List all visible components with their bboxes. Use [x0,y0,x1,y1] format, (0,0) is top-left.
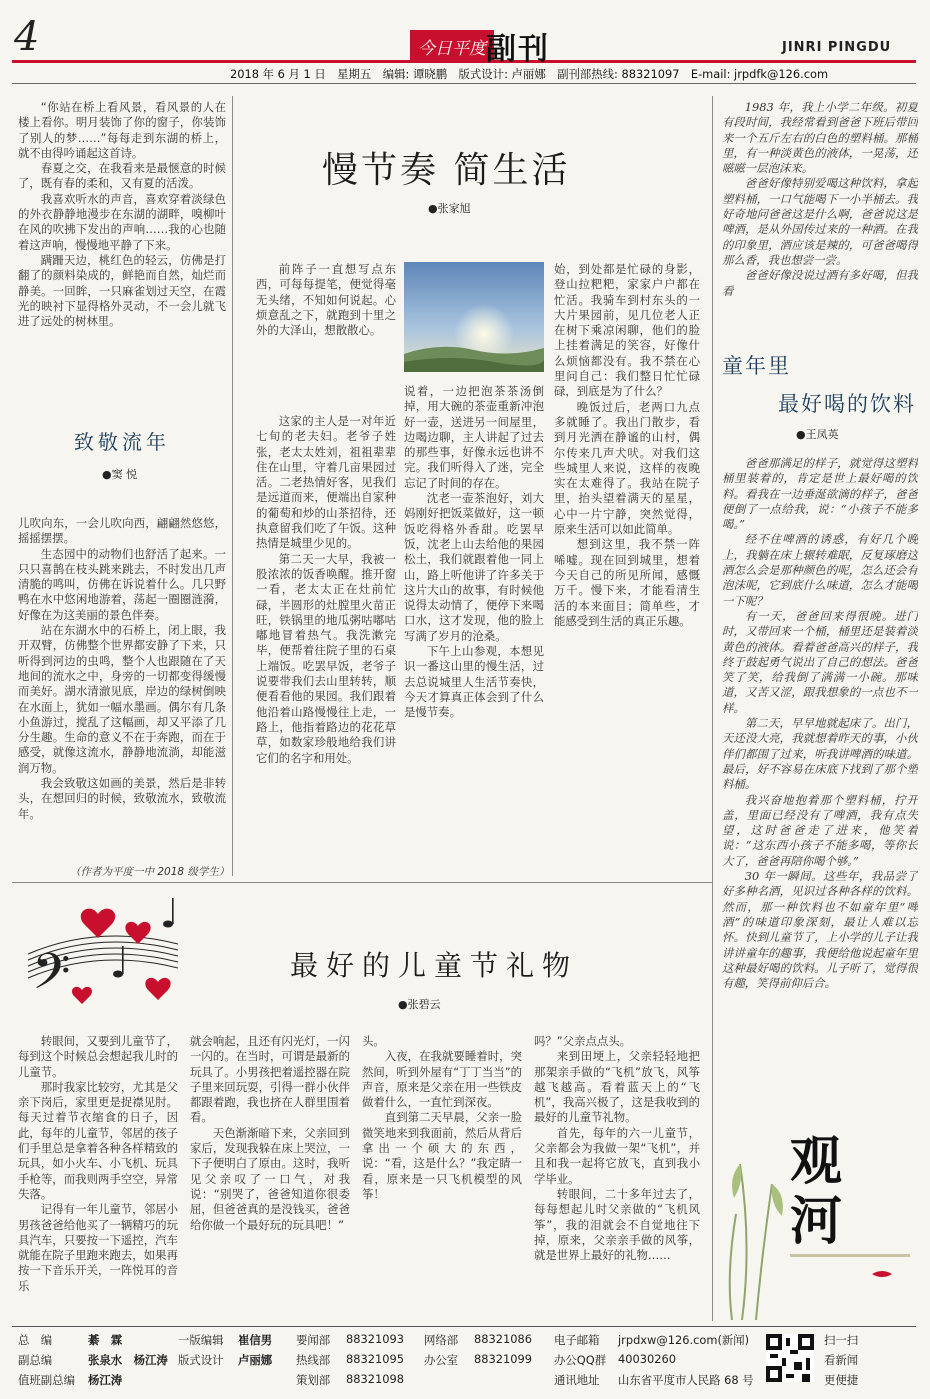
paragraph: 下午上山参观，本想见识一番这山里的慢生活，过去总说城里人生活节奏快，今天才算真正体会到了什么是慢节奏。 [404,644,544,720]
paragraph: 头。 [362,1034,385,1048]
footer-value: 卢丽娜 [238,1353,273,1367]
music-notes-hearts-icon [18,894,186,1022]
section-title: 副刊 [486,32,550,67]
guanhe-calligraphy: 观河 [790,1131,843,1252]
paragraph: 这家的主人是一对年近七旬的老夫妇。老爷子姓张，老太太姓刘，祖祖辈辈住在山里，守着几亩果园过活。二老热情好客，见我们是远道而来，便端出自家种的葡萄和炒的山茶招待，还执意留我们吃了午饭。这种热情是城里少见的。 [256,414,396,551]
svg-text:𝄢: 𝄢 [32,943,71,1013]
footer-label: 一版编辑 [178,1333,224,1347]
footer-value: 张泉水 杨江涛 [88,1353,168,1367]
flow-byline: ●窦 悦 [102,468,138,481]
gift-byline: ●张碧云 [398,998,441,1011]
slow-col1 [256,414,396,866]
paragraph: 就会响起，且还有闪光灯，一闪一闪的。在当时，可谓是最新的玩具了。小男孩把着遥控器在院子里来回玩耍，引得一群小伙伴都跟着跑，我也挤在人群里围着看。 [190,1034,350,1125]
gift-col1 [18,1034,178,1322]
footer-value: 杨江涛 [88,1373,123,1387]
landscape-photo [404,262,544,372]
masthead-rule [12,83,916,84]
paragraph: 第二天一大早，我被一股浓浓的饭香唤醒。推开窗一看，老太太正在灶前忙碌，半圆形的灶膛里火苗正旺，铁锅里的地瓜粥咕嘟咕嘟地冒着热气。我洗漱完毕，便帮着往院子里的石桌上端饭。吃罢早饭，老爷子说要带我们去山里转转，顺便看看他的果园。我们跟着他沿着山路慢慢往上走，一路上，他指着路边的花花草草，如数家珍般地给我们讲它们的名字和用处。 [256,551,396,765]
paragraph: 天色渐渐暗下来，父亲回到家后，发现我躲在床上哭泣，一下子便明白了原由。这时，我听见父亲叹了一口气，对我说：“别哭了，爸爸知道你很委屈，但爸爸真的是没钱买，爸爸给你做一个最好玩的玩具吧！” [190,1125,350,1232]
gift-title: 最好的儿童节礼物 [290,949,579,982]
qr-code-icon [766,1334,814,1382]
paragraph: 爸爸好像特别爱喝这种饮料，拿起塑料桶，一口气能喝下一小半桶去。我好奇地问爸爸这是什么啊，爸爸说这是啤酒，是从外国传过来的一种酒。在我的印象里，酒应该是辣的，可爸爸喝得那么香，我也想尝一尝。 [722,176,918,267]
paragraph: 1983 年，我上小学二年级。初夏有段时间，我经常看到爸爸下班后带回来一个五斤左右的白色的塑料桶。那桶里，有一种淡黄色的液体，一晃荡，还嗞嗞一层泡沫来。 [722,100,918,176]
footer-label: 要闻部 [296,1333,331,1347]
footer-value: 88321095 [346,1352,404,1366]
drink-byline: ●王凤英 [796,428,839,441]
paragraph: 转眼间，二十多年过去了，每每想起儿时父亲做的“飞机风筝”，我的泪就会不自觉地往下掉，原来，父亲亲手做的风筝，就是世界上最好的礼物…… [534,1186,700,1263]
col-separator [712,96,713,1321]
paragraph: 转眼间，又要到儿童节了，每到这个时候总会想起我儿时的儿童节。 [18,1034,178,1079]
paragraph: 记得有一年儿童节，邻居小男孩爸爸给他买了一辆精巧的玩具汽车，只要按一下遥控，汽车就能在院子里跑来跑去，如果再按一下音乐开关，一阵悦耳的音乐 [18,1202,178,1293]
paragraph: 前阵子一直想写点东西，可每每提笔，便觉得毫无头绪，不知如何说起。心烦意乱之下，就跑到十里之外的大泽山，想散散心。 [256,262,396,338]
footer-value: 88321098 [346,1372,404,1386]
slow-col2 [404,384,544,866]
footer-value: 山东省平度市人民路 68 号 [618,1373,754,1387]
paragraph: 春夏之交，在我看来是最惬意的时候了，既有春的柔和，又有夏的活泼。 [18,161,226,191]
paragraph: 经不住啤酒的诱惑，有好几个晚上，我躺在床上辗转难眠，反复琢磨这酒怎么会是那种颜色的呢，怎么还会有泡沫呢，它到底什么味道，怎么才能喝一下呢？ [722,532,918,608]
guanhe-decoration [722,1124,918,1320]
paragraph: 吗？”父亲点点头。 [534,1034,632,1048]
paragraph: 入夜，在我就要睡着时，突然间，听到外屋有“丁丁当当”的声音，原来是父亲在用一些铁皮做着什么，一直忙到深夜。 [362,1049,522,1110]
qr-caption: 扫一扫 [824,1333,859,1347]
gift-col2 [190,1034,350,1322]
slow-byline: ●张家旭 [428,202,471,215]
footer-staff-table [18,1332,918,1396]
flow-body [18,516,226,862]
footer-value: 88321093 [346,1332,404,1346]
paragraph: 我兴奋地抱着那个塑料桶，拧开盖，里面已经没有了啤酒，我有点失望，这时爸爸走了进来，他笑着说：“这东西小孩子不能多喝，等你长大了，爸爸再陪你喝个够。” [722,792,918,868]
footer-label: 总 编 [18,1333,53,1347]
footer-label: 通讯地址 [554,1373,600,1387]
sunrise-photo-icon [404,262,544,372]
flow-title: 致敬流年 [74,430,170,454]
paragraph: 站在东湖水中的石桥上，闭上眼，我开双臂，仿佛整个世界都安静了下来，只听得到河边的虫鸣，整个人也跟随在了天地间的流水之中，身旁的一切都变得缓慢而美好。湖水清澈见底，岸边的绿树倒映在水面上，犹如一幅水墨画。偶尔有几条小鱼游过，搅乱了这幅画，却又平添了几分生趣。生命的意义不在于奔跑，而在于感受，就像这流水，静静地流淌，却能滋润万物。 [18,623,226,775]
paragraph: 有一天，爸爸回来得很晚。进门时，又带回来一个桶，桶里还是装着淡黄色的液体。看着爸爸高兴的样子，我终于鼓起勇气说出了自己的想法。爸爸笑了笑，给我倒了满满一小碗。那味道，又苦又涩，跟我想象的一点也不一样。 [722,608,918,715]
qr-caption: 看新闻 [824,1353,859,1367]
paragraph: 直到第二天早晨，父亲一脸微笑地来到我面前，然后从背后拿出一个硕大的东西，说：“看，这是什么？”我定睛一看，原来是一只飞机模型的风筝！ [362,1110,522,1201]
footer-label: 副总编 [18,1353,53,1367]
footer-rule [12,1326,916,1327]
gift-col3 [362,1034,522,1322]
music-hearts-illustration [18,894,186,1022]
drink-intro [722,100,918,334]
brand-logo: 今日平度 [410,30,494,63]
row-separator [12,882,712,883]
footer-label: 电子邮箱 [554,1333,600,1347]
footer-label: 值班副总编 [18,1373,75,1387]
footer-label: 版式设计 [178,1353,224,1367]
paragraph: “你站在桥上看风景，看风景的人在楼上看你。明月装饰了你的窗子，你装饰了别人的梦……”每每走到东湖的桥上，就不由得吟诵起这首诗。 [18,100,226,160]
drink-body [722,456,918,1120]
paragraph: 蹒跚天边，桃红色的轻云，仿佛是打翻了的颜料染成的，鲜艳而自然，灿烂而静美。一回眸，一只麻雀划过天空，在霞光的映衬下显得格外灵动，不一会儿就飞进了远处的树林里。 [18,252,226,329]
paragraph: 我会致敬这如画的美景，然后是非转头，在想回归的时候，致敬流水，致敬流年。 [18,776,226,821]
paragraph: 生态园中的动物们也舒活了起来。一只只喜鹊在枝头跳来跳去，不时发出几声清脆的鸣叫，仿佛在诉说着什么。几只野鸭在水中悠闲地游着，荡起一圈圈涟漪，好像在为这美丽的景色伴奏。 [18,546,226,622]
footer-value: 40030260 [618,1352,676,1366]
footer-value: 綦 霖 [88,1333,123,1347]
paragraph: 爸爸好像没说过酒有多好喝，但我看 [722,268,918,298]
drink-title-line2: 最好喝的饮料 [778,392,916,416]
paragraph: 第二天，早早地就起床了。出门，天还没大亮，我就想着昨天的事，小伙伴们都围了过来，听我讲啤酒的味道。最后，好不容易在床底下找到了那个塑料桶。 [722,716,918,792]
paragraph: 始，到处都是忙碌的身影，登山拉粑粑，家家户户都在忙活。我骑车到村东头的一大片果园前，见几位老人正在树下乘凉闲聊，他们的脸上挂着满足的笑容，好像什么烦恼都没有。我不禁在心里问自己：我们整日忙忙碌碌，到底是为了什么？ [554,262,700,399]
footer-label: 办公室 [424,1353,459,1367]
paragraph: 首先，每年的六一儿童节，父亲都会为我做一架“飞机”，并且和我一起将它放飞，直到我小学毕业。 [534,1125,700,1186]
slow-col3 [554,262,700,866]
paragraph: 儿吹向东，一会儿吹向西，翩翩然悠悠，摇摇摆摆。 [18,516,226,546]
paragraph: 爸爸那满足的样子，就觉得这塑料桶里装着的，肯定是世上最好喝的饮料。看我在一边垂涎欲滴的样子，爸爸便倒了一点给我，说：“小孩子不能多喝。” [722,456,918,532]
footer-label: 办公QQ群 [554,1353,607,1367]
paragraph: 来到田埂上，父亲轻轻地把那架亲手做的“飞机”放飞，风筝越飞越高。看着蓝天上的“飞机”，我高兴极了，这是我收到的最好的儿童节礼物。 [534,1049,700,1125]
slow-col1-top [256,262,396,412]
pinyin-title: JINRI PINGDU [782,40,892,55]
paragraph: 说着，一边把泡茶茶汤倒掉，用大碗的茶壶重新冲泡好一壶，送进另一间屋里，边喝边聊，主人讲起了过去的那些事，好像永远也讲不完。我们听得入了迷，完全忘记了时间的存在。 [404,384,544,490]
flow-intro [18,100,226,398]
paragraph: 晚饭过后，老两口九点多就睡了。我出门散步，看到月光洒在静谧的山村，偶尔传来几声犬吠。对我们这些城里人来说，这样的夜晚实在太难得了。我站在院子里，抬头望着满天的星星，心中一片宁静，突然觉得，原来生活可以如此简单。 [554,399,700,537]
col-separator [232,96,233,876]
footer-value: 88321086 [474,1332,532,1346]
flow-author-note: （作者为平度一中 2018 级学生） [70,866,230,878]
footer-value: 88321099 [474,1352,532,1366]
paragraph: 30 年一瞬间。这些年，我品尝了好多种名酒，见识过各种各样的饮料。然而，那一种饮料也不如童年里“啤酒”的味道印象深刻，最让人难以忘怀。快到儿童节了，上小学的儿子让我讲讲童年的趣事，我便给他说起童年里这种最好喝的饮料。儿子听了，觉得很有趣，笑得前仰后合。 [722,869,918,991]
paragraph: 我喜欢听水的声音，喜欢穿着淡绿色的外衣静静地漫步在东湖的湖畔，嗅柳叶在风的吹拂下发出的声响……我的心也随着这声响，慢慢地平静了下来。 [18,191,226,252]
qr-code[interactable] [766,1334,814,1382]
paragraph: 想到这里，我不禁一阵唏嘘。现在回到城里，想着今天自己的所见所闻，感慨万千。慢下来，才能看清生活的本来面目；简单些，才能感受到生活的真正乐趣。 [554,537,700,628]
slow-title: 慢节奏 简生活 [322,150,571,191]
footer-label: 网络部 [424,1333,459,1347]
paragraph: 那时我家比较穷，尤其是父亲下岗后，家里更是捉襟见肘。每天过着节衣缩食的日子，因此，每年的儿童节，邻居的孩子们手里总是拿着各种各样精致的玩具，如小火车、小飞机、玩具手枪等，而我则两手空空，异常失落。 [18,1079,178,1201]
qr-caption: 更便捷 [824,1373,859,1387]
page-number: 4 [14,14,40,60]
footer-label: 热线部 [296,1353,331,1367]
gift-col4 [534,1034,700,1322]
drink-title-line1: 童年里 [722,354,791,378]
footer-email-link[interactable]: jrpdxw@126.com(新闻) [618,1333,750,1347]
paragraph: 沈老一壶茶泡好，刘大妈刚好把饭菜做好，这一顿饭吃得格外香甜。吃罢早饭，沈老上山去给他的果园松土，我们就跟着他一同上山，路上听他讲了许多关于这片大山的故事，有时候他说得太动情了，便停下来喝口水，这才发现，他的脸上写满了岁月的沧桑。 [404,491,544,643]
footer-label: 策划部 [296,1373,331,1387]
info-line: 2018 年 6 月 1 日 星期五 编辑: 谭晓鹏 版式设计: 卢丽娜 副刊部热线: 88321097 E-mail: jrpdfk@126.com [230,67,829,81]
footer-value: 崔信男 [238,1333,273,1347]
